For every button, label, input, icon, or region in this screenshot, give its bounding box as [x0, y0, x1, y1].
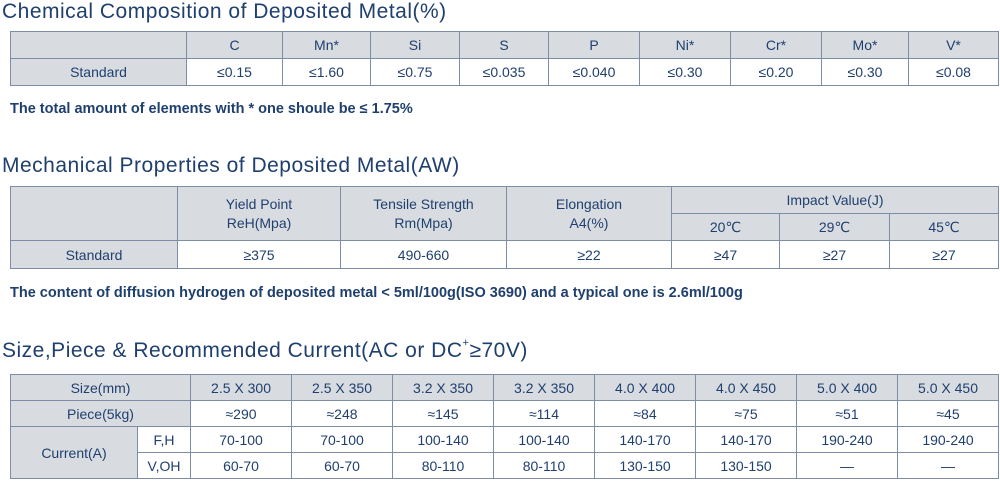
size-cell: 4.0 X 450	[696, 375, 797, 401]
voh-cell: 60-70	[191, 453, 292, 479]
mech-header-elongation	[507, 187, 672, 241]
chem-header-c: C	[187, 32, 283, 59]
chem-header-v: V*	[909, 32, 999, 59]
voh-cell: —	[898, 453, 999, 479]
fh-cell: 190-240	[797, 427, 898, 453]
mech-header-temp-29: 29℃	[780, 214, 890, 241]
mech-header-yield	[178, 187, 341, 241]
voh-cell: 80-110	[393, 453, 494, 479]
mech-cell-elongation: ≥22	[507, 241, 672, 269]
fh-cell: 140-170	[595, 427, 696, 453]
chem-header-empty	[11, 32, 187, 59]
size-cell: 2.5 X 300	[191, 375, 292, 401]
fh-cell: 140-170	[696, 427, 797, 453]
size-title-main: Size,Piece & Recommended Current(AC or DC	[2, 339, 463, 362]
mech-cell-impact-20: ≥47	[672, 241, 780, 269]
chemical-title: Chemical Composition of Deposited Metal(%)	[2, 0, 447, 23]
size-cell: 4.0 X 400	[595, 375, 696, 401]
yield-line2: ReH(Mpa)	[226, 214, 292, 231]
size-cell: 2.5 X 350	[292, 375, 393, 401]
mech-header-empty	[11, 187, 178, 241]
mech-cell-impact-29: ≥27	[780, 241, 890, 269]
chem-cell-p: ≤0.040	[549, 59, 640, 86]
mech-cell-impact-45: ≥27	[890, 241, 999, 269]
size-cell: 3.2 X 350	[393, 375, 494, 401]
mech-header-temp-45: 45℃	[890, 214, 999, 241]
size-title	[2, 337, 528, 362]
chem-header-p: P	[549, 32, 640, 59]
chemical-table	[10, 31, 999, 86]
mechanical-table	[10, 186, 999, 269]
piece-cell: ≈51	[797, 401, 898, 427]
fh-label: F,H	[138, 427, 191, 453]
mech-cell-tensile: 490-660	[341, 241, 507, 269]
piece-cell: ≈290	[191, 401, 292, 427]
mechanical-note: The content of diffusion hydrogen of deposited metal < 5ml/100g(ISO 3690) and a typical one is 2.6ml/100g	[10, 285, 743, 301]
chem-cell-s: ≤0.035	[460, 59, 549, 86]
size-title-end: ≥70V)	[469, 339, 528, 362]
tensile-line2: Rm(Mpa)	[394, 214, 453, 231]
chem-cell-si: ≤0.75	[371, 59, 460, 86]
fh-cell: 190-240	[898, 427, 999, 453]
chem-header-ni: Ni*	[640, 32, 731, 59]
mech-cell-yield: ≥375	[178, 241, 341, 269]
tensile-line1: Tensile Strength	[373, 195, 474, 212]
chem-cell-mn: ≤1.60	[283, 59, 371, 86]
chem-cell-c: ≤0.15	[187, 59, 283, 86]
mech-header-tensile	[341, 187, 507, 241]
mech-row-label: Standard	[11, 241, 178, 269]
elong-line1: Elongation	[555, 195, 623, 212]
voh-cell: 130-150	[696, 453, 797, 479]
yield-line1: Yield Point	[225, 195, 293, 212]
fh-cell: 100-140	[494, 427, 595, 453]
piece-cell: ≈84	[595, 401, 696, 427]
piece-cell: ≈114	[494, 401, 595, 427]
fh-cell: 100-140	[393, 427, 494, 453]
chem-cell-ni: ≤0.30	[640, 59, 731, 86]
chem-cell-mo: ≤0.30	[822, 59, 909, 86]
size-label: Size(mm)	[11, 375, 191, 401]
mechanical-title: Mechanical Properties of Deposited Metal(AW)	[2, 154, 460, 177]
voh-cell: 60-70	[292, 453, 393, 479]
fh-cell: 70-100	[191, 427, 292, 453]
size-table	[10, 374, 999, 479]
chem-header-mn: Mn*	[283, 32, 371, 59]
voh-cell: —	[797, 453, 898, 479]
chem-header-cr: Cr*	[731, 32, 822, 59]
chem-cell-cr: ≤0.20	[731, 59, 822, 86]
voh-label: V,OH	[138, 453, 191, 479]
piece-cell: ≈248	[292, 401, 393, 427]
piece-cell: ≈45	[898, 401, 999, 427]
piece-cell: ≈75	[696, 401, 797, 427]
elong-line2: A4(%)	[569, 214, 609, 231]
chem-header-mo: Mo*	[822, 32, 909, 59]
chem-header-s: S	[460, 32, 549, 59]
current-label: Current(A)	[11, 427, 138, 479]
voh-cell: 130-150	[595, 453, 696, 479]
mech-header-temp-20: 20℃	[672, 214, 780, 241]
size-title-sup: +	[462, 337, 470, 349]
mech-header-impact: Impact Value(J)	[672, 187, 999, 214]
chem-row-label: Standard	[11, 59, 187, 86]
size-cell: 3.2 X 350	[494, 375, 595, 401]
piece-label: Piece(5kg)	[11, 401, 191, 427]
voh-cell: 80-110	[494, 453, 595, 479]
chemical-note: The total amount of elements with * one shoule be ≤ 1.75%	[10, 101, 413, 117]
size-cell: 5.0 X 450	[898, 375, 999, 401]
fh-cell: 70-100	[292, 427, 393, 453]
size-cell: 5.0 X 400	[797, 375, 898, 401]
chem-header-si: Si	[371, 32, 460, 59]
chem-cell-v: ≤0.08	[909, 59, 999, 86]
piece-cell: ≈145	[393, 401, 494, 427]
